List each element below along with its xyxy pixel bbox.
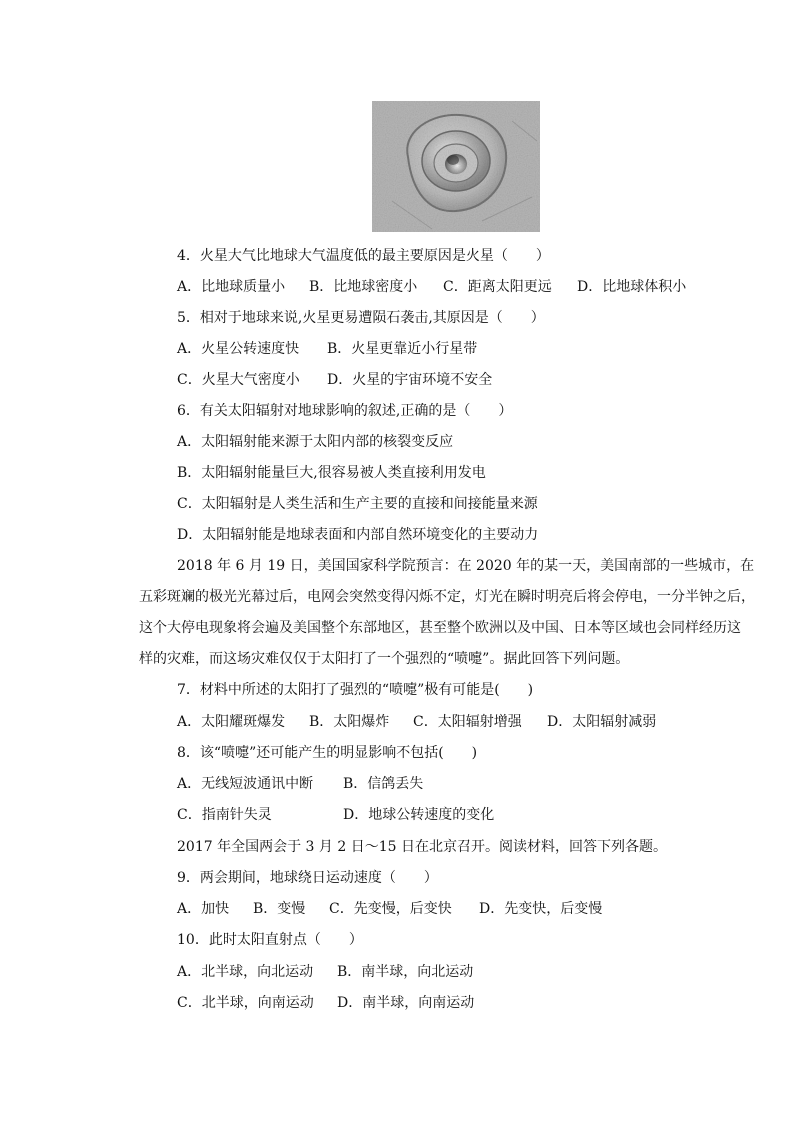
passage-1-line-1: 2018 年 6 月 19 日，美国国家科学院预言：在 2020 年的某一天，美国南部的一些城市，在 <box>177 558 755 574</box>
q7-option-c: C．太阳辐射增强 <box>413 714 522 730</box>
mars-crater-photo <box>372 101 540 232</box>
mars-crater-photo-icon <box>372 101 540 232</box>
q4-option-a: A．比地球质量小 <box>177 279 286 295</box>
question-4-stem: 4．火星大气比地球大气温度低的最主要原因是火星（ ） <box>177 248 550 264</box>
q9-option-a: A．加快 <box>177 901 230 917</box>
q4-option-c: C．距离太阳更远 <box>443 279 552 295</box>
q8-option-b: B．信鸽丢失 <box>343 776 424 792</box>
q10-option-a: A．北半球，向北运动 <box>177 964 314 980</box>
passage-2-line-1: 2017 年全国两会于 3 月 2 日～15 日在北京召开。阅读材料，回答下列各题。 <box>177 839 667 855</box>
q10-option-b: B．南半球，向北运动 <box>337 964 474 980</box>
q10-option-c: C．北半球，向南运动 <box>177 995 314 1011</box>
question-9-stem: 9．两会期间，地球绕日运动速度（ ） <box>177 870 438 886</box>
q7-option-b: B．太阳爆炸 <box>309 714 390 730</box>
question-6-stem: 6．有关太阳辐射对地球影响的叙述,正确的是（ ） <box>177 403 513 419</box>
q8-option-a: A．无线短波通讯中断 <box>177 776 314 792</box>
question-10-stem: 10．此时太阳直射点（ ） <box>177 932 363 948</box>
passage-1-line-4: 样的灾难，而这场灾难仅仅于太阳打了一个强烈的“喷嚏”。据此回答下列问题。 <box>139 651 630 667</box>
q8-option-d: D．地球公转速度的变化 <box>343 807 495 823</box>
q4-option-d: D．比地球体积小 <box>577 279 687 295</box>
q5-option-c: C．火星大气密度小 <box>177 372 300 388</box>
q7-option-d: D．太阳辐射减弱 <box>547 714 657 730</box>
q4-option-b: B．比地球密度小 <box>309 279 418 295</box>
q5-option-d: D．火星的宇宙环境不安全 <box>327 372 493 388</box>
q7-option-a: A．太阳耀斑爆发 <box>177 714 286 730</box>
q9-option-d: D．先变快，后变慢 <box>479 901 603 917</box>
question-5-stem: 5．相对于地球来说,火星更易遭陨石袭击,其原因是（ ） <box>177 310 545 326</box>
q6-option-a: A．太阳辐射能来源于太阳内部的核裂变反应 <box>177 434 454 450</box>
q5-option-a: A．火星公转速度快 <box>177 341 300 357</box>
q8-option-c: C．指南针失灵 <box>177 807 272 823</box>
q9-option-c: C．先变慢，后变快 <box>329 901 452 917</box>
passage-1-line-2: 五彩斑斓的极光光幕过后，电网会突然变得闪烁不定，灯光在瞬时明亮后将会停电，一分半钟之后， <box>139 589 755 605</box>
q6-option-d: D．太阳辐射能是地球表面和内部自然环境变化的主要动力 <box>177 527 539 543</box>
question-8-stem: 8．该“喷嚏”还可能产生的明显影响不包括( ) <box>177 745 478 761</box>
q6-option-b: B．太阳辐射能量巨大,很容易被人类直接利用发电 <box>177 465 486 481</box>
q9-option-b: B．变慢 <box>253 901 306 917</box>
q10-option-d: D．南半球，向南运动 <box>337 995 475 1011</box>
question-7-stem: 7．材料中所述的太阳打了强烈的“喷嚏”极有可能是( ) <box>177 682 534 698</box>
q6-option-c: C．太阳辐射是人类生活和生产主要的直接和间接能量来源 <box>177 496 538 512</box>
q5-option-b: B．火星更靠近小行星带 <box>327 341 478 357</box>
passage-1-line-3: 这个大停电现象将会遍及美国整个东部地区，甚至整个欧洲以及中国、日本等区域也会同样经历这 <box>139 620 741 636</box>
